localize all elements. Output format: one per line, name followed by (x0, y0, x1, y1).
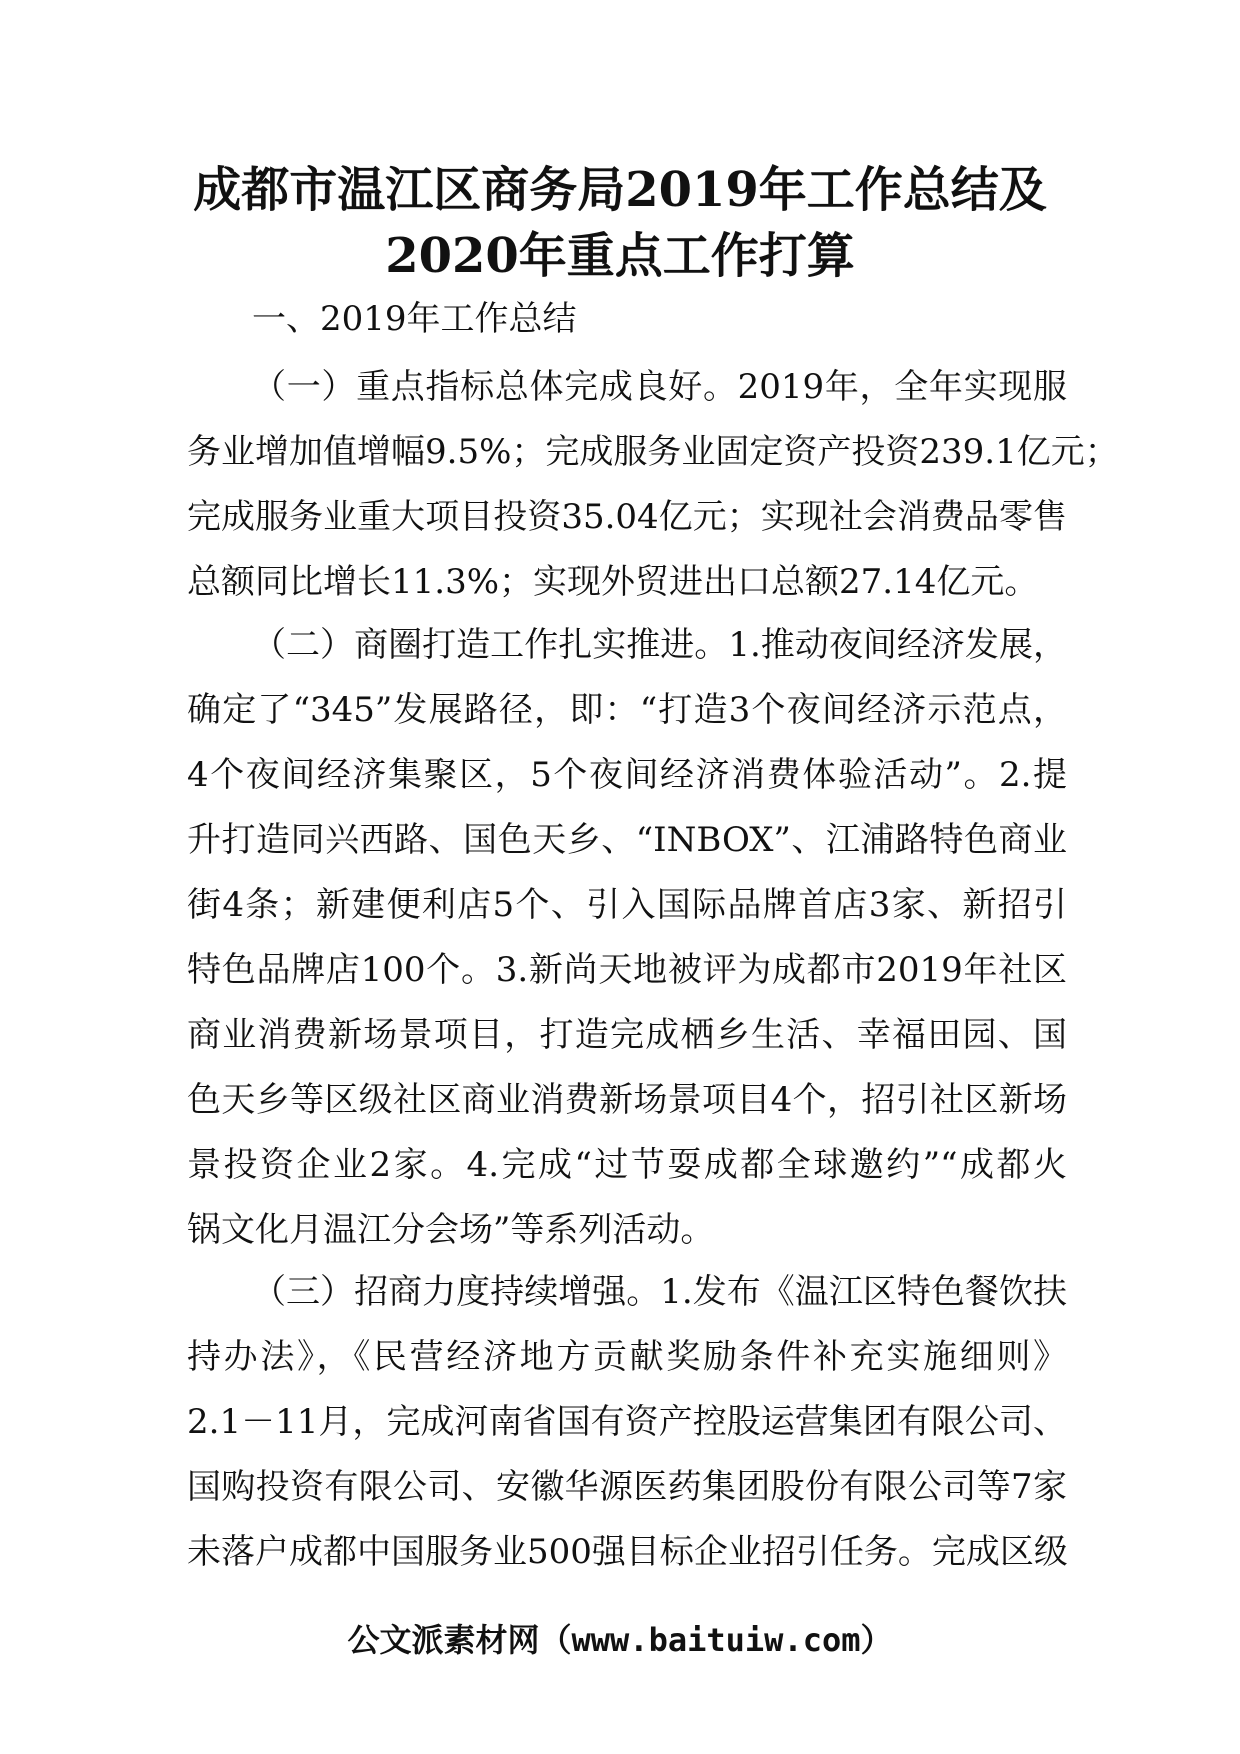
paragraph-line: 务业增加值增幅9.5%；完成服务业固定资产投资239.1亿元； (187, 432, 1119, 472)
paragraph-line: 2.1－11月，完成河南省国有资产控股运营集团有限公司、 (187, 1402, 1067, 1442)
paragraph-line: 总额同比增长11.3%；实现外贸进出口总额27.14亿元。 (187, 562, 1039, 602)
paragraph-line: 持办法》，《民营经济地方贡献奖励条件补充实施细则》 (187, 1337, 1067, 1377)
section-heading: 一、2019年工作总结 (252, 299, 577, 339)
paragraph-line: 4个夜间经济集聚区，5个夜间经济消费体验活动”。2.提 (187, 755, 1067, 795)
paragraph-line: 锅文化月温江分会场”等系列活动。 (187, 1210, 715, 1250)
paragraph-line: 未落户成都中国服务业500强目标企业招引任务。完成区级 (187, 1532, 1068, 1572)
paragraph-line: 升打造同兴西路、国色天乡、“INBOX”、江浦路特色商业 (187, 820, 1067, 860)
paragraph-line: （三）招商力度持续增强。1.发布《温江区特色餐饮扶 (252, 1272, 1067, 1312)
paragraph-line: 景投资企业2家。4.完成“过节耍成都全球邀约”“成都火 (187, 1145, 1067, 1185)
footer-site-url: （www.baituiw.com） (539, 1621, 893, 1659)
paragraph-business-district (187, 613, 1067, 1263)
document-title-line-2: 2020年重点工作打算 (385, 228, 855, 284)
paragraph-line: （一）重点指标总体完成良好。2019年，全年实现服 (252, 367, 1067, 407)
document-title-line-1: 成都市温江区商务局2019年工作总结及 (193, 162, 1047, 218)
footer-site-name: 公文派素材网 (347, 1621, 540, 1659)
paragraph-line: 确定了“345”发展路径，即：“打造3个夜间经济示范点， (187, 690, 1067, 730)
footer-watermark (0, 1618, 1240, 1662)
paragraph-line: 特色品牌店100个。3.新尚天地被评为成都市2019年社区 (187, 950, 1067, 990)
paragraph-line: 色天乡等区级社区商业消费新场景项目4个，招引社区新场 (187, 1080, 1067, 1120)
paragraph-line: 国购投资有限公司、安徽华源医药集团股份有限公司等7家 (187, 1467, 1067, 1507)
paragraph-line: 街4条；新建便利店5个、引入国际品牌首店3家、新招引 (187, 885, 1067, 925)
paragraph-key-indicators (187, 355, 1119, 615)
paragraph-line: 完成服务业重大项目投资35.04亿元；实现社会消费品零售 (187, 497, 1067, 537)
paragraph-line: （二）商圈打造工作扎实推进。1.推动夜间经济发展， (252, 625, 1067, 665)
paragraph-investment (187, 1260, 1067, 1585)
paragraph-line: 商业消费新场景项目，打造完成栖乡生活、幸福田园、国 (187, 1015, 1067, 1055)
